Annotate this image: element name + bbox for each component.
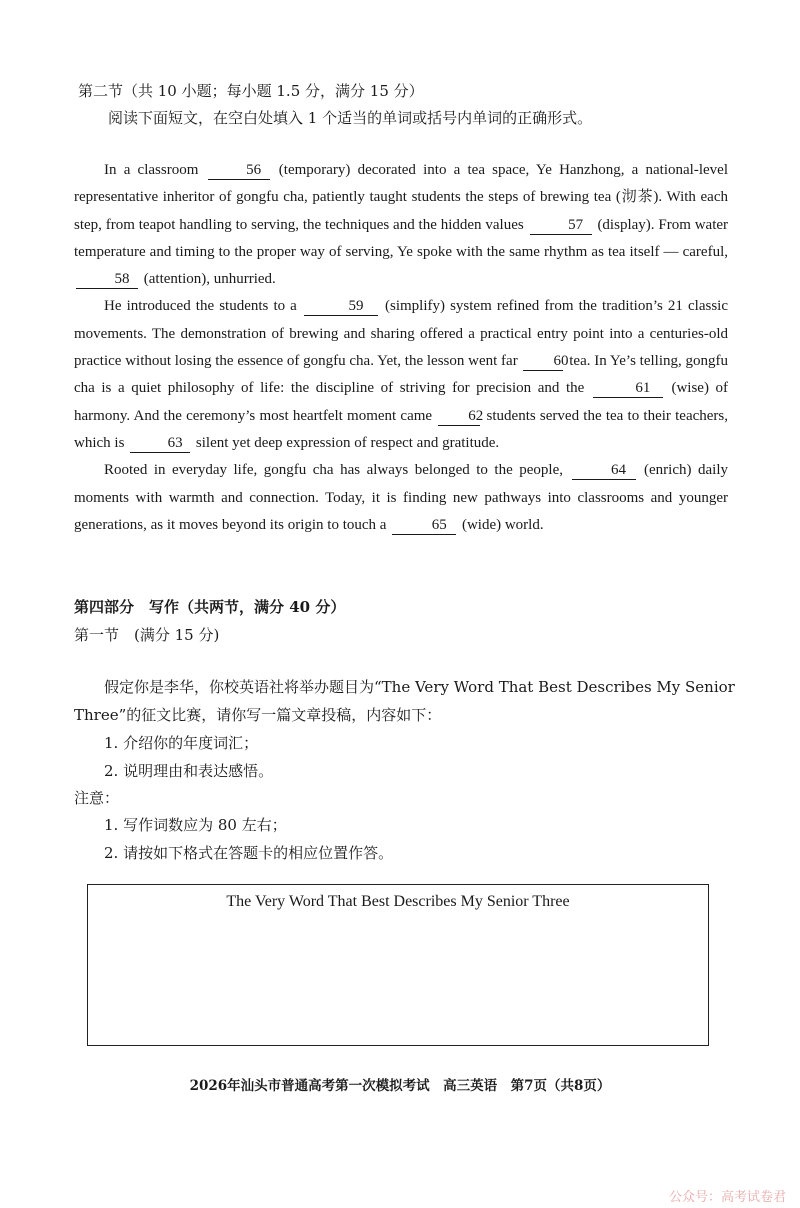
blank-60: 60 <box>523 352 563 371</box>
section-heading: 第二节（共 10 小题；每小题 1.5 分，满分 15 分） <box>78 82 424 100</box>
blank-61: 61 <box>593 379 663 398</box>
prompt-item-1: 1. 介绍你的年度词汇； <box>104 734 259 752</box>
paragraph-3: Rooted in everyday life, gongfu cha has always belonged to the people, 64 (enrich) daily moments with warmth and connection. Today, it is finding new pathways into classrooms and younger generations, as it moves beyond its origin to touch a 65 (wide) world. <box>74 462 729 533</box>
note-item-2: 2. 请按如下格式在答题卡的相应位置作答。 <box>104 844 394 862</box>
answer-box-title: The Very Word That Best Describes My Senior Three <box>226 893 570 910</box>
blank-62: 62 <box>438 407 480 426</box>
blank-63: 63 <box>130 434 190 453</box>
section-instruction: 阅读下面短文，在空白处填入 1 个适当的单词或括号内单词的正确形式。 <box>108 109 593 127</box>
page-footer: 2026年汕头市普通高考第一次模拟考试 高三英语 第7页（共8页） <box>189 1078 611 1094</box>
blank-59: 59 <box>304 297 378 316</box>
prompt-line-2: Three”的征文比赛，请你写一篇文章投稿，内容如下： <box>74 706 442 724</box>
paragraph-1: In a classroom 56 (temporary) decorated into a tea space, Ye Hanzhong, a national-level representative inheritor of gongfu cha, patiently taught students the steps of brewing tea (沏茶). With each step, from teapot handling to serving, the techniques and the hidden values 57 (display). From water temperature and timing to the proper way of serving, Ye spoke with the same rhythm as tea itself — careful, 58 (attention), unhurried. <box>74 162 729 288</box>
part4-heading: 第四部分 写作（共两节，满分 40 分） <box>74 598 346 616</box>
blank-58: 58 <box>76 270 138 289</box>
note-label: 注意： <box>74 789 120 807</box>
prompt-line-1: 假定你是李华，你校英语社将举办题目为“The Very Word That Best Describes My Senior <box>104 678 735 696</box>
paragraph-2: He introduced the students to a 59 (simplify) system refined from the tradition’s 21 classic movements. The demonstration of brewing and sharing offered a practical entry point into a centuries-old practice without losing the essence of gongfu cha. Yet, the lesson went far 60 tea. In Ye’s telling, gongfu cha is a quiet philosophy of life: the discipline of striving for precision and the 61 (wise) of harmony. And the ceremony’s most heartfelt moment came 62 students served the tea to their teachers, which is 63 silent yet deep expression of respect and gratitude. <box>74 298 729 451</box>
blank-65: 65 <box>392 516 456 535</box>
blank-57: 57 <box>530 216 592 235</box>
part4-subheading: 第一节 (满分 15 分) <box>74 626 220 644</box>
cloze-passage <box>74 157 728 539</box>
blank-64: 64 <box>572 461 636 480</box>
blank-56: 56 <box>208 161 270 180</box>
prompt-item-2: 2. 说明理由和表达感悟。 <box>104 762 274 780</box>
watermark: 公众号：高考试卷君 <box>668 1190 786 1205</box>
answer-box <box>87 884 709 1046</box>
note-item-1: 1. 写作词数应为 80 左右； <box>104 816 287 834</box>
